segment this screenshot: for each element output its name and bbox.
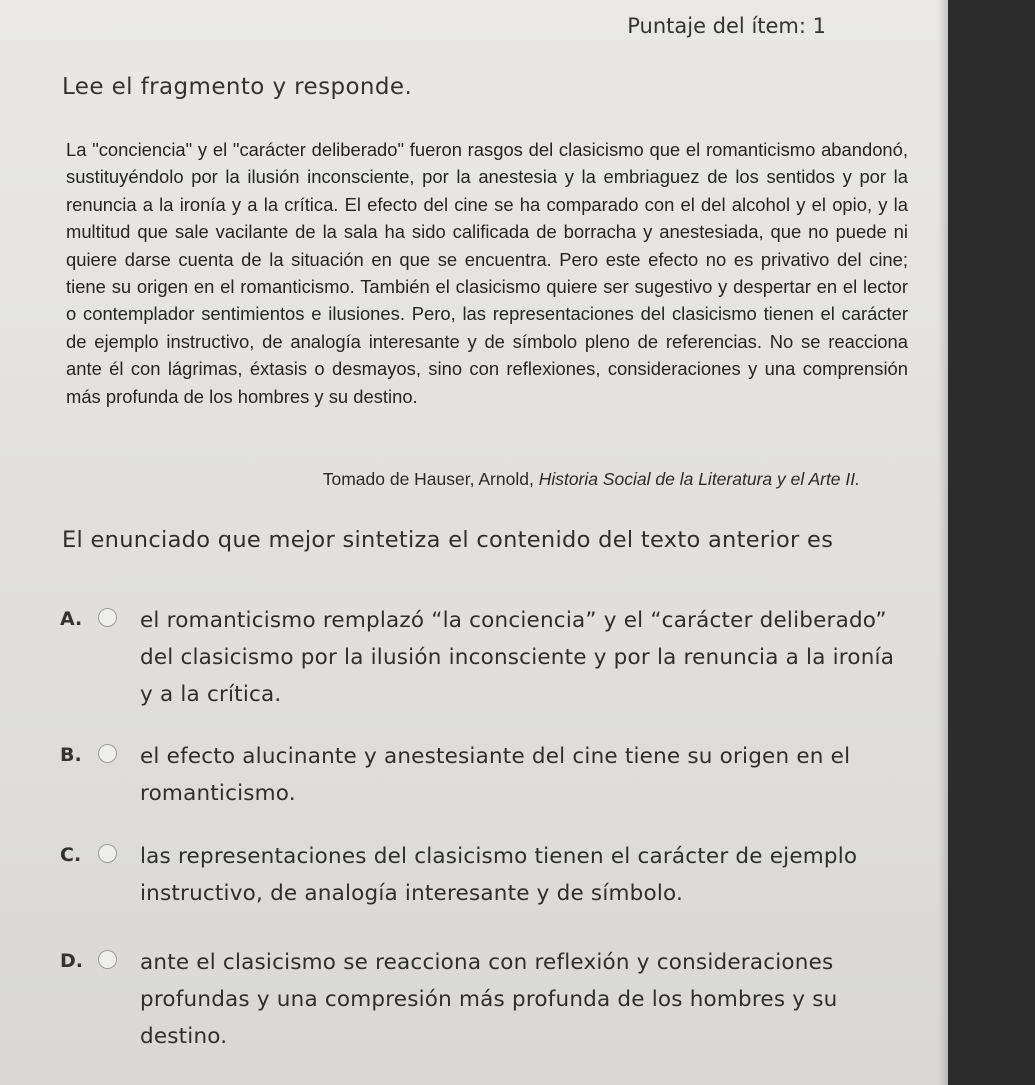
item-score-label: Puntaje del ítem: 1 [627,14,826,38]
radio-button-d[interactable] [98,950,117,969]
radio-button-a[interactable] [98,608,117,627]
option-letter: B. [60,744,82,766]
option-letter: D. [60,950,83,972]
instruction-text: Lee el fragmento y responde. [62,74,413,100]
option-letter: A. [60,608,83,630]
option-letter: C. [60,844,82,866]
radio-button-b[interactable] [98,744,117,763]
option-text[interactable]: el efecto alucinante y anestesiante del cine tiene su origen en el romanticismo. [140,744,851,806]
card-edge-shadow [938,0,948,1085]
reading-passage: La "conciencia" y el "carácter deliberado" fueron rasgos del clasicismo que el romanticismo abandonó, sustituyéndolo por la ilusión inconsciente, por la anestesia y la embriaguez de los sentidos y por la renuncia a la ironía y a la crítica. El efecto del cine se ha comparado con el del alcohol y el opio, y la multitud que sale vacilante de la sala ha sido calificada de borracha y anestesiada, que no puede ni quiere darse cuenta de la situación en que se encuentra. Pero este efecto no es privativo del cine; tiene su origen en el romanticismo. También el clasicismo quiere ser sugestivo y despertar en el lector o contemplador sentimientos e ilusiones. Pero, las representaciones del clasicismo tienen el carácter de ejemplo instructivo, de analogía interesante y de símbolo pleno de referencias. No se reacciona ante él con lágrimas, éxtasis o desmayos, sino con reflexiones, consideraciones y una comprensión más profunda de los hombres y su destino. [66,139,908,407]
radio-button-c[interactable] [98,844,117,863]
option-text[interactable]: ante el clasicismo se reacciona con reflexión y consideraciones profundas y una compresión más profunda de los hombres y su destino. [140,950,838,1049]
passage-source [323,469,860,490]
question-stem: El enunciado que mejor sintetiza el contenido del texto anterior es [62,527,834,553]
option-text[interactable]: las representaciones del clasicismo tienen el carácter de ejemplo instructivo, de analogía interesante y de símbolo. [140,844,858,906]
source-title: Historia Social de la Literatura y el Arte II. [538,469,860,489]
option-text[interactable]: el romanticismo remplazó “la conciencia” y el “carácter deliberado” del clasicismo por la ilusión inconsciente y por la renuncia a la ironía y a la crítica. [140,608,895,707]
source-prefix: Tomado de Hauser, Arnold, [322,469,539,489]
